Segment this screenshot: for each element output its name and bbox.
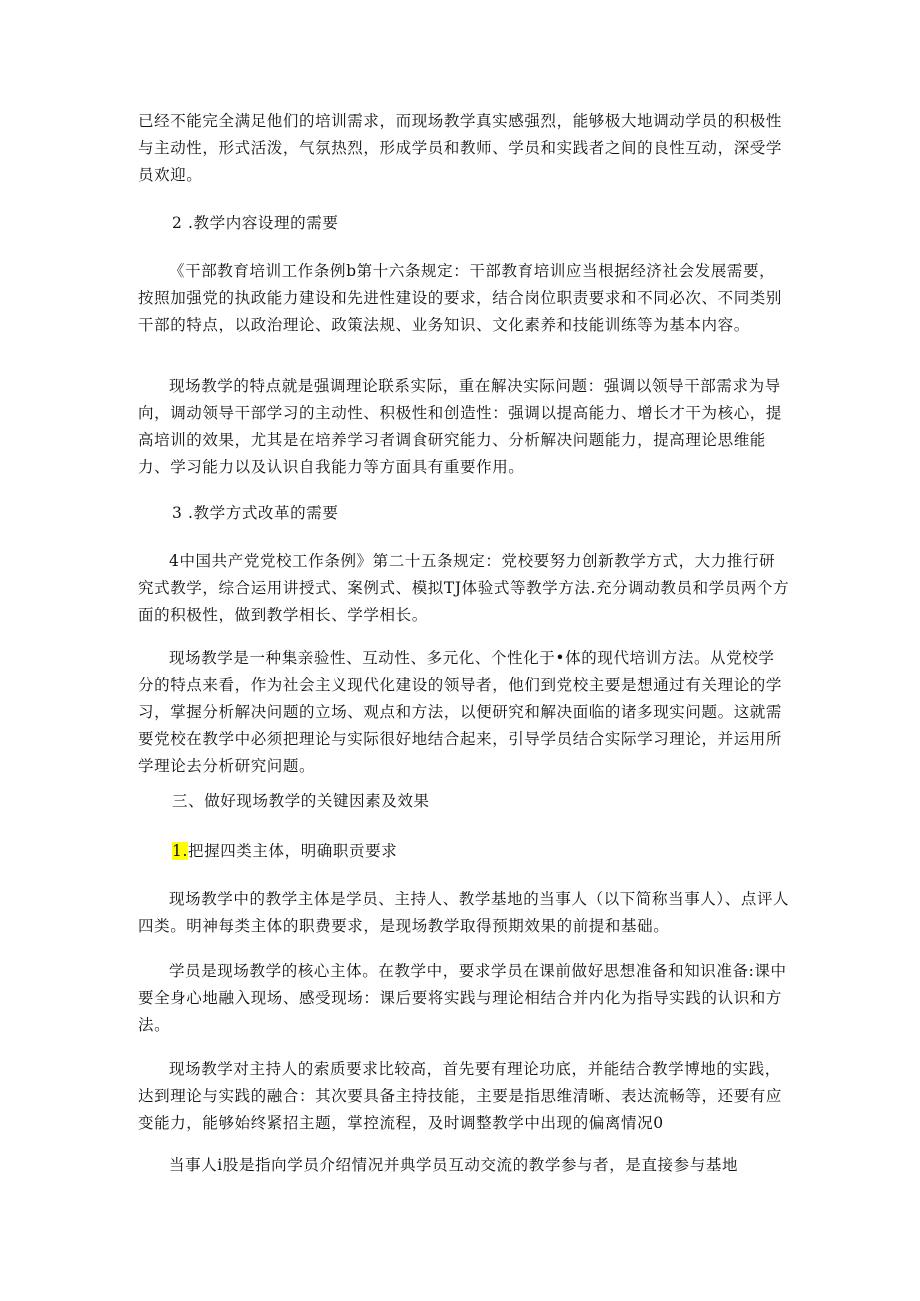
heading-4: [172, 838, 772, 865]
paragraph-9: 当事人i股是指向学员介绍情况并典学员互动交流的教学参与者，是直接参与基地: [169, 1156, 739, 1174]
highlighted-number: 1.: [172, 842, 188, 860]
heading-2: 2 .教学内容设理的需要: [172, 214, 339, 232]
paragraph-6: 现场教学中的教学主体是学员、主持人、教学基地的当事人（以下简称当事人）、点评人四类。明神每类主体的职费要求，是现场教学取得预期效果的前提和基础。: [138, 890, 790, 935]
paragraph-1: 已经不能完全满足他们的培训需求，而现场教学真实感强烈，能够极大地调动学员的积极性与主动性，形式活泼，气氛热烈，形成学员和教师、学员和实践者之间的良性互动，深受学员欢迎。: [138, 112, 783, 184]
paragraph-8: 现场教学对主持人的索质要求比较高，首先要有理论功底，并能结合教学博地的实践，达到理论与实践的融合：其次要具备主持技能，主要是指思维清晰、表达流畅等，还要有应变能力，能够始终紧招主题，掌控流程，及时调整教学中出现的偏离情况0: [138, 1060, 783, 1132]
heading-4-text: 把握四类主体，明确职贡要求: [188, 842, 398, 860]
paragraph-5: 现场教学是一种集亲验性、互动性、多元化、个性化于•体的现代培训方法。从党校学分的特点来看，作为社会主义现代化建设的领导者，他们到党校主要是想通过有关理论的学习，掌握分析解决问题的立场、观点和方法，以便研究和解决面临的诸多现实问题。这就需要党校在教学中必须把理论与实际很好地结合起来，引导学员结合实际学习理论，并运用所学理论去分析研究问题。: [138, 649, 783, 775]
heading-3: 3 .教学方式改革的需要: [172, 504, 339, 522]
paragraph-3: 现场教学的特点就是强调理论联系实际，重在解决实际问题：强调以领导干部需求为导向，调动领导干部学习的主动性、积极性和创造性：强调以提高能力、增长才干为核心，提高培训的效果，尤其是在培养学习者调食研究能力、分析解决问题能力，提高理论思维能力、学习能力以及认识自我能力等方面具有重要作用。: [138, 377, 783, 476]
paragraph-7: 学员是现场教学的核心主体。在教学中，要求学员在课前做好思想准备和知识准备:课中要全身心地融入现场、感受现场：课后要将实践与理论相结合并内化为指导实践的认识和方法。: [138, 962, 787, 1034]
section-heading: 三、做好现场教学的关键因素及效果: [172, 792, 430, 810]
paragraph-2: 《干部教育培训工作条例b第十六条规定：干部教育培训应当根据经济社会发展需要，按照加强党的执政能力建设和先进性建设的要求，结合岗位职责要求和不同必次、不同类别干部的特点，以政治理论、政策法规、业务知识、文化素养和技能训练等为基本内容。: [138, 262, 783, 334]
paragraph-4: 4中国共产党党校工作条例》第二十五条规定：党校要努力创新教学方式，大力推行研究式教学，综合运用讲授式、案例式、模拟TJ体验式等教学方法.充分调动教员和学员两个方面的积极性，做到教学相长、学学相长。: [138, 552, 790, 624]
